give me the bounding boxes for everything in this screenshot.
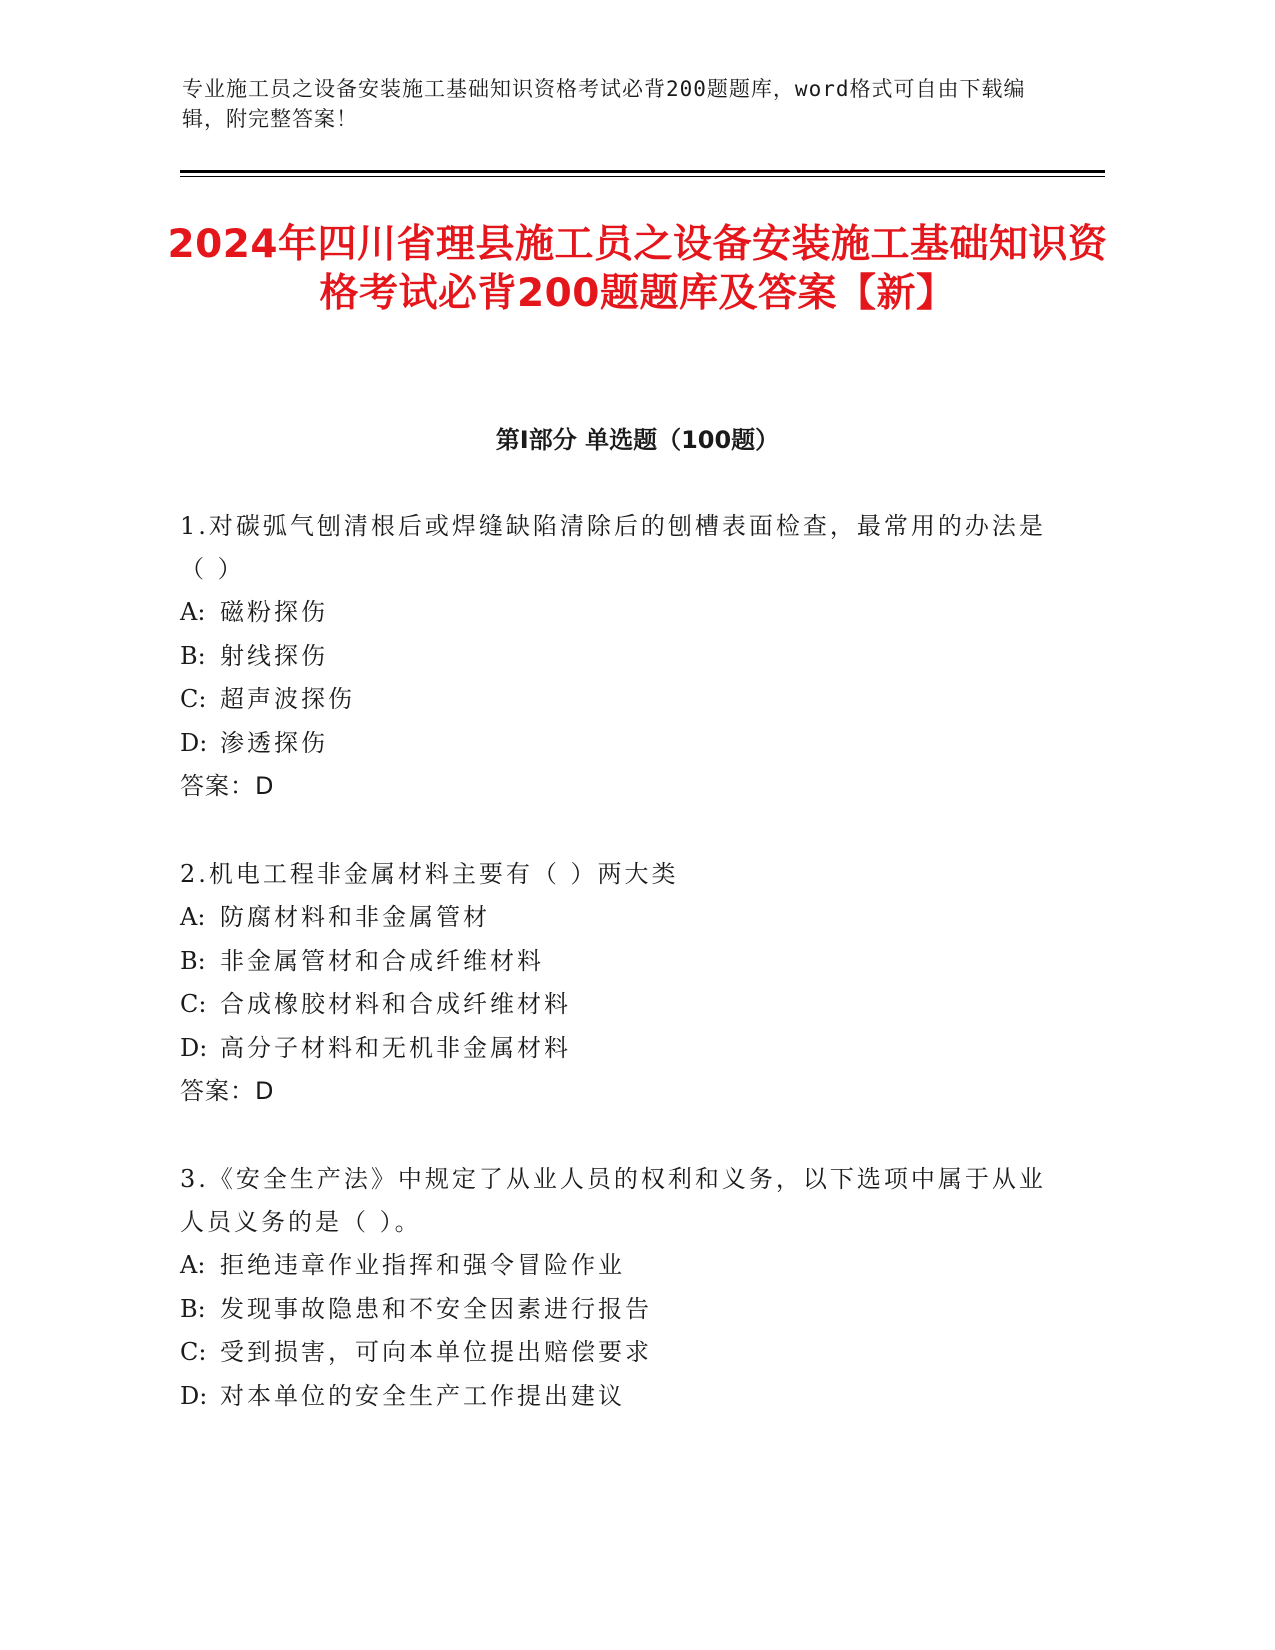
option-d [180, 1027, 1060, 1071]
option-key: A: [180, 1251, 206, 1279]
option-text: 合成橡胶材料和合成纤维材料 [220, 990, 571, 1018]
section-title: 第Ⅰ部分 单选题（100题） [495, 426, 780, 454]
option-c [180, 678, 1060, 722]
option-b [180, 635, 1060, 679]
option-a [180, 591, 1060, 635]
option-key: C: [180, 990, 207, 1018]
option-text: 超声波探伤 [220, 685, 355, 713]
question-3 [180, 1158, 1060, 1418]
option-text: 非金属管材和合成纤维材料 [220, 946, 544, 975]
option-key: B: [180, 641, 206, 670]
option-key: D: [180, 1381, 208, 1410]
answer-line: 答案：D [180, 1077, 275, 1105]
option-text: 磁粉探伤 [220, 598, 328, 626]
option-c [180, 1331, 1060, 1375]
header-note: 专业施工员之设备安装施工基础知识资格考试必背200题题库，word格式可自由下载编辑，附完整答案！ [182, 77, 1026, 131]
option-text: 发现事故隐患和不安全因素进行报告 [220, 1294, 652, 1323]
option-text: 射线探伤 [220, 641, 328, 670]
option-d [180, 1375, 1060, 1419]
option-key: C: [180, 1338, 207, 1366]
option-key: B: [180, 1294, 206, 1323]
option-d [180, 722, 1060, 766]
option-text: 高分子材料和无机非金属材料 [220, 1033, 571, 1062]
question-stem: 1.对碳弧气刨清根后或焊缝缺陷清除后的刨槽表面检查，最常用的办法是（ ） [180, 512, 1046, 583]
option-c [180, 983, 1060, 1027]
option-key: A: [180, 598, 206, 626]
option-text: 受到损害，可向本单位提出赔偿要求 [220, 1338, 652, 1366]
option-b [180, 1288, 1060, 1332]
option-text: 渗透探伤 [220, 728, 328, 757]
option-b [180, 940, 1060, 984]
question-stem: 3.《安全生产法》中规定了从业人员的权利和义务，以下选项中属于从业人员义务的是（ ）。 [180, 1165, 1046, 1236]
document-title: 2024年四川省理县施工员之设备安装施工基础知识资格考试必背200题题库及答案【新】 [167, 222, 1108, 316]
answer-line: 答案：D [180, 772, 275, 800]
option-key: C: [180, 685, 207, 713]
option-key: B: [180, 946, 206, 975]
question-2 [180, 853, 1060, 1113]
option-text: 对本单位的安全生产工作提出建议 [220, 1381, 625, 1410]
option-text: 防腐材料和非金属管材 [220, 903, 490, 931]
option-key: D: [180, 728, 208, 757]
header-divider-thick [180, 170, 1105, 173]
option-key: A: [180, 903, 206, 931]
option-text: 拒绝违章作业指挥和强令冒险作业 [220, 1251, 625, 1279]
header-divider-thin [180, 176, 1105, 177]
option-a [180, 1244, 1060, 1288]
option-key: D: [180, 1033, 208, 1062]
question-1 [180, 505, 1060, 808]
option-a [180, 896, 1060, 940]
question-stem: 2.机电工程非金属材料主要有（ ）两大类 [180, 860, 679, 888]
